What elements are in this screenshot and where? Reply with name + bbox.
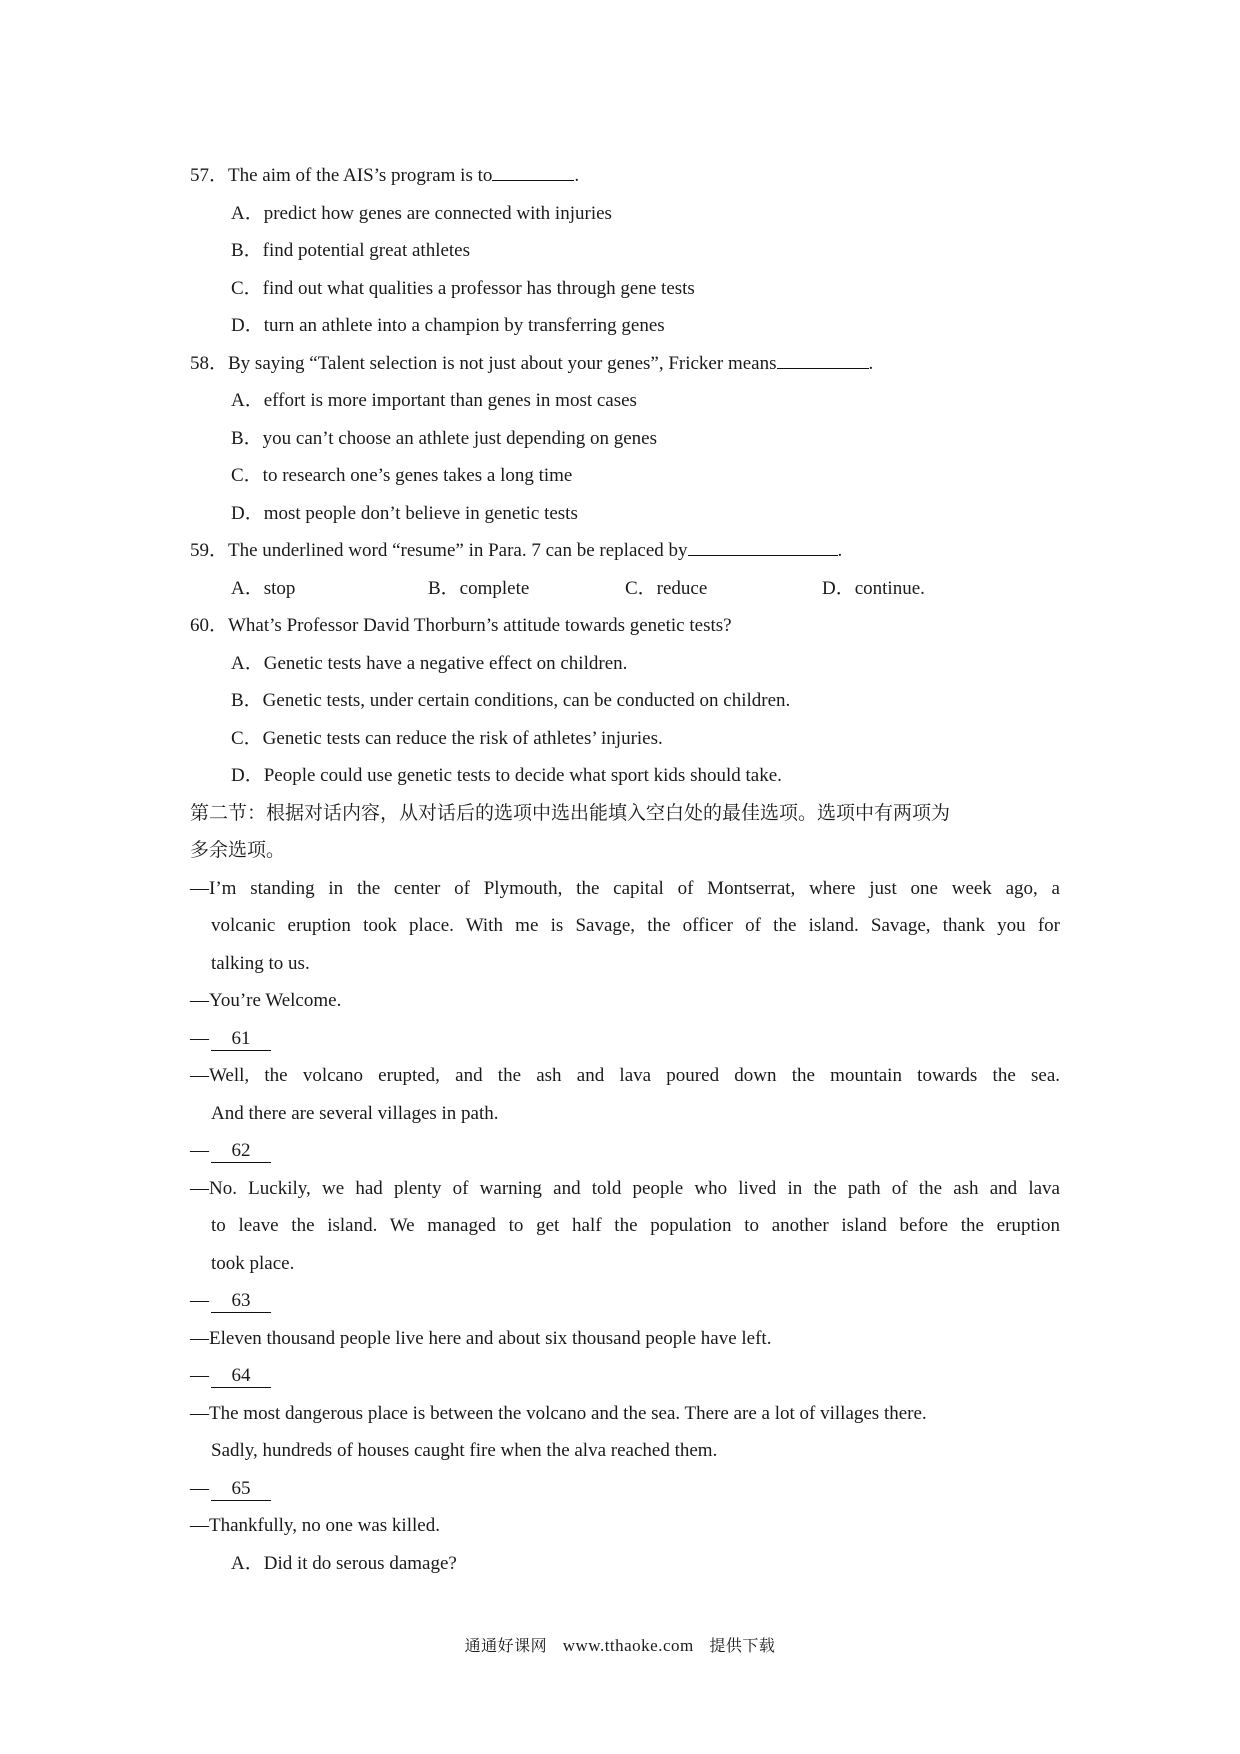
option-57d: D．turn an athlete into a champion by transferring genes xyxy=(231,315,665,336)
blank-number: 65 xyxy=(211,1478,271,1501)
dialogue-blank-61: — 61 xyxy=(190,1020,1060,1058)
dialogue-line: Sadly, hundreds of houses caught fire when the alva reached them. xyxy=(211,1440,718,1461)
dialogue-line: —I’m standing in the center of Plymouth, the capital of Montserrat, where just one week ago, a xyxy=(190,877,1060,899)
answer-blank xyxy=(777,348,869,369)
dialogue-blank-65: — 65 xyxy=(190,1470,1060,1508)
answer-blank xyxy=(688,535,838,556)
blank-number: 63 xyxy=(211,1290,271,1313)
dialogue-blank-63: — 63 xyxy=(190,1282,1060,1320)
footer-site-name: 通通好课网 xyxy=(464,1636,548,1655)
option-57c: C．find out what qualities a professor has through gene tests xyxy=(231,277,695,299)
option-60b: B．Genetic tests, under certain conditions, can be conducted on children. xyxy=(231,690,791,711)
option-58a: A．effort is more important than genes in most cases xyxy=(231,390,637,411)
question-57-stem: 57．The aim of the AIS’s program is to xyxy=(190,165,493,186)
section-2-instruction: 第二节：根据对话内容，从对话后的选项中选出能填入空白处的最佳选项。选项中有两项为 xyxy=(190,801,951,824)
question-58-stem: 58．By saying “Talent selection is not just about your genes”, Fricker means xyxy=(190,352,777,374)
option-58c: C．to research one’s genes takes a long time xyxy=(231,465,573,486)
dialogue-line: —Thankfully, no one was killed. xyxy=(190,1515,440,1536)
footer-download-text: 提供下载 xyxy=(709,1636,776,1655)
dialogue-blank-64: — 64 xyxy=(190,1357,1060,1395)
option-58d: D．most people don’t believe in genetic tests xyxy=(231,502,578,524)
option-60a: A．Genetic tests have a negative effect on children. xyxy=(231,652,628,674)
dialogue-line: —The most dangerous place is between the volcano and the sea. There are a lot of villages there. xyxy=(190,1402,927,1424)
dialogue-line: to leave the island. We managed to get half the population to another island before the eruption xyxy=(211,1215,1060,1236)
option-57b: B．find potential great athletes xyxy=(231,240,471,261)
blank-number: 61 xyxy=(211,1028,271,1051)
dialogue-line: —No. Luckily, we had plenty of warning and told people who lived in the path of the ash and lava xyxy=(190,1177,1060,1199)
dialogue-line: took place. xyxy=(211,1252,295,1274)
question-59-options xyxy=(190,570,1060,608)
dialogue-blank-62: — 62 xyxy=(190,1132,1060,1170)
question-58: 58．By saying “Talent selection is not just about your genes”, Fricker means . xyxy=(190,345,1060,383)
answer-blank xyxy=(492,160,574,181)
dialogue-line: And there are several villages in path. xyxy=(211,1102,499,1124)
question-59: 59．The underlined word “resume” in Para. 7 can be replaced by . xyxy=(190,532,1060,570)
option-60d: D．People could use genetic tests to decide what sport kids should take. xyxy=(231,765,782,786)
blank-number: 62 xyxy=(211,1140,271,1163)
option-59c: C．reduce xyxy=(625,577,708,599)
option-60c: C．Genetic tests can reduce the risk of athletes’ injuries. xyxy=(231,727,663,749)
blank-number: 64 xyxy=(211,1365,271,1388)
option-59b: B．complete xyxy=(428,577,530,599)
option-59a: A．stop xyxy=(231,577,296,599)
exam-page xyxy=(190,157,1060,1582)
dialogue-line: talking to us. xyxy=(211,952,310,974)
page-footer xyxy=(0,1633,1240,1656)
option-58b: B．you can’t choose an athlete just depending on genes xyxy=(231,427,657,449)
question-60: 60．What’s Professor David Thorburn’s attitude towards genetic tests? xyxy=(190,615,732,636)
question-59-stem: 59．The underlined word “resume” in Para. 7 can be replaced by xyxy=(190,540,688,561)
option-59d: D．continue. xyxy=(822,577,925,599)
dialogue-line: —Well, the volcano erupted, and the ash and lava poured down the mountain towards the sea. xyxy=(190,1065,1060,1086)
footer-url[interactable]: www.tthaoke.com xyxy=(562,1636,694,1655)
option-57a: A．predict how genes are connected with injuries xyxy=(231,202,612,224)
dialogue-option-a: A．Did it do serous damage? xyxy=(231,1552,457,1574)
section-2-instruction-cont: 多余选项。 xyxy=(190,839,286,861)
dialogue-line: —You’re Welcome. xyxy=(190,990,342,1011)
dialogue-line: volcanic eruption took place. With me is Savage, the officer of the island. Savage, thank you for xyxy=(211,915,1060,936)
dialogue-line: —Eleven thousand people live here and about six thousand people have left. xyxy=(190,1327,772,1349)
question-57: 57．The aim of the AIS’s program is to . xyxy=(190,157,1060,195)
